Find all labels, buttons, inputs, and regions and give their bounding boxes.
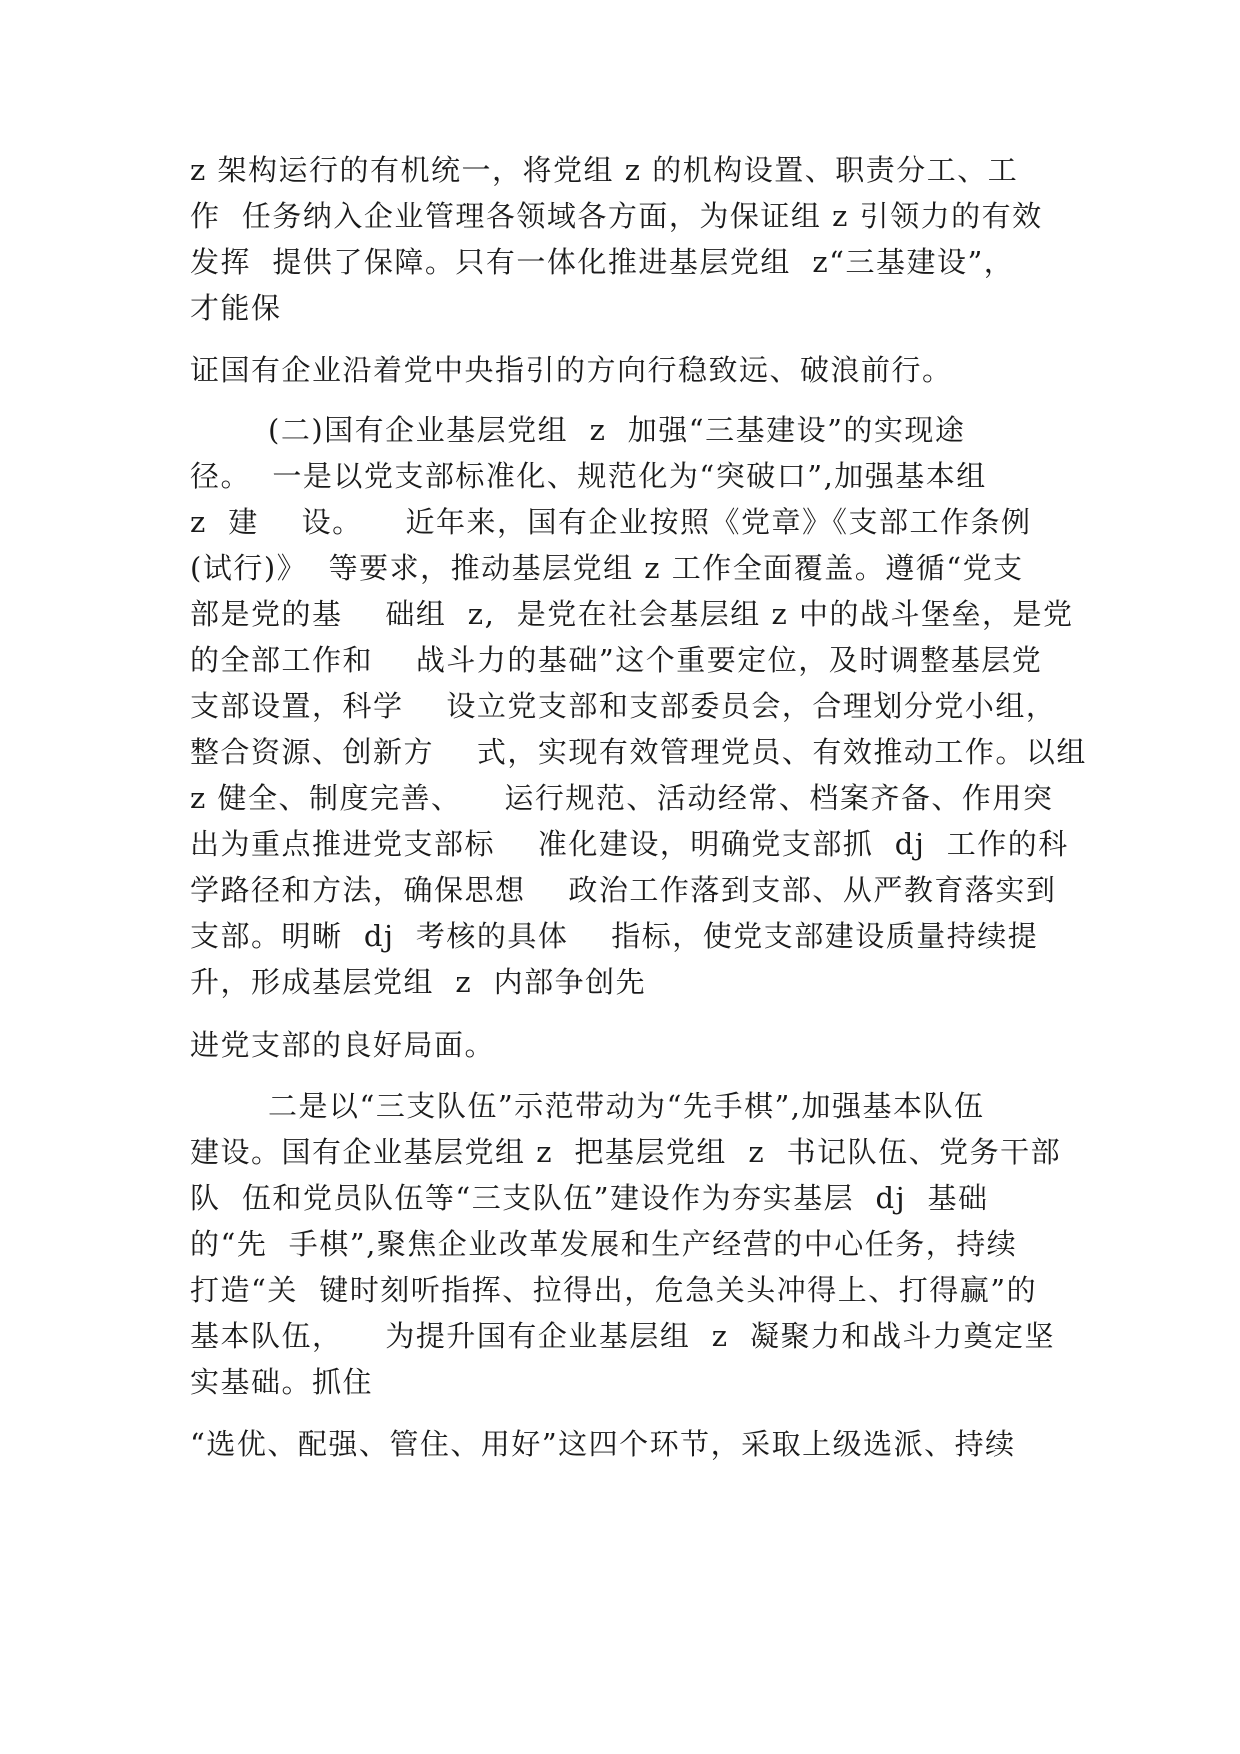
text-line: 出为重点推进党支部标 准化建设，明确党支部抓 dj 工作的科	[190, 827, 1069, 861]
text-line: 证国有企业沿着党中央指引的方向行稳致远、破浪前行。	[190, 353, 953, 387]
text-line: 打造“关 键时刻听指挥、拉得出，危急关头冲得上、打得赢”的	[190, 1273, 1038, 1307]
text-line: 整合资源、创新方 式，实现有效管理党员、有效推动工作。以组	[190, 735, 1087, 769]
text-line: 才能保	[190, 291, 282, 325]
text-line: 进党支部的良好局面。	[190, 1028, 496, 1062]
text-line: 发挥 提供了保障。只有一体化推进基层党组 z“三基建设”，	[190, 245, 1015, 279]
text-line: z 健全、制度完善、 运行规范、活动经常、档案齐备、作用突	[190, 781, 1054, 815]
text-line: 学路径和方法，确保思想 政治工作落到支部、从严教育落实到	[190, 873, 1057, 907]
text-line: “选优、配强、管住、用好”这四个环节，采取上级选派、持续	[190, 1427, 1016, 1461]
text-line: 基本队伍， 为提升国有企业基层组 z 凝聚力和战斗力奠定坚	[190, 1319, 1056, 1353]
text-line: 部是党的基 础组 z, 是党在社会基层组 z 中的战斗堡垒，是党	[190, 597, 1074, 631]
text-line: 实基础。抓住	[190, 1365, 374, 1399]
text-line: 队 伍和党员队伍等“三支队伍”建设作为夯实基层 dj 基础	[190, 1181, 989, 1215]
text-line: 径。 一是以党支部标准化、规范化为“突破口”,加强基本组	[190, 459, 987, 493]
text-line: 支部。明晰 dj 考核的具体 指标，使党支部建设质量持续提	[190, 919, 1039, 953]
text-line: 建设。国有企业基层党组 z 把基层党组 z 书记队伍、党务干部	[190, 1135, 1062, 1169]
text-line: 支部设置，科学 设立党支部和支部委员会，合理划分党小组，	[190, 689, 1057, 723]
text-line: z 建 设。 近年来，国有企业按照《党章》《支部工作条例	[190, 505, 1032, 539]
text-line: z 架构运行的有机统一，将党组 z 的机构设置、职责分工、工	[190, 153, 1019, 187]
text-line: (试行)》 等要求，推动基层党组 z 工作全面覆盖。遵循“党支	[190, 551, 1024, 585]
text-line: 的全部工作和 战斗力的基础”这个重要定位，及时调整基层党	[190, 643, 1043, 677]
paragraph-start: 二是以“三支队伍”示范带动为“先手棋”,加强基本队伍	[268, 1089, 985, 1123]
section-heading: (二)国有企业基层党组 z 加强“三基建设”的实现途	[268, 413, 966, 447]
text-line: 的“先 手棋”,聚焦企业改革发展和生产经营的中心任务，持续	[190, 1227, 1018, 1261]
text-line: 升，形成基层党组 z 内部争创先	[190, 965, 647, 999]
text-line: 作 任务纳入企业管理各领域各方面，为保证组 z 引领力的有效	[190, 199, 1043, 233]
